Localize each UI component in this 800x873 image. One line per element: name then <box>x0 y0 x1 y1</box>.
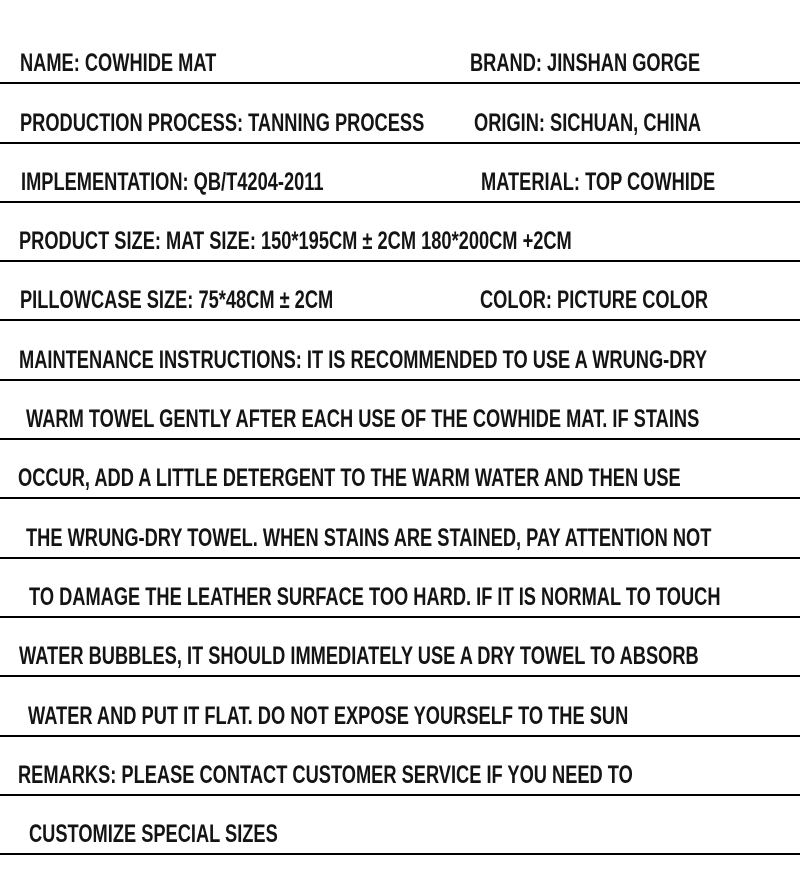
table-row-pillowcase-color <box>0 262 800 321</box>
table-row-product-size <box>0 203 800 262</box>
remarks-line-2: CUSTOMIZE SPECIAL SIZES <box>29 820 278 849</box>
spec-brand-label: BRAND: JINSHAN GORGE <box>470 49 701 78</box>
spec-material-label: MATERIAL: TOP COWHIDE <box>481 167 716 196</box>
spec-name-label: NAME: COWHIDE MAT <box>20 49 217 78</box>
table-row-maintenance-5 <box>0 559 800 618</box>
table-row-maintenance-6 <box>0 618 800 677</box>
maintenance-line-4: THE WRUNG-DRY TOWEL. WHEN STAINS ARE STAINED, PAY ATTENTION NOT <box>26 523 712 552</box>
maintenance-line-5: TO DAMAGE THE LEATHER SURFACE TOO HARD. IF IT IS NORMAL TO TOUCH <box>29 582 721 611</box>
spec-process-label: PRODUCTION PROCESS: TANNING PROCESS <box>20 108 425 137</box>
spec-color-label: COLOR: PICTURE COLOR <box>480 286 709 315</box>
spec-pillowcase-size-label: PILLOWCASE SIZE: 75*48CM ± 2CM <box>20 286 334 315</box>
maintenance-line-1: MAINTENANCE INSTRUCTIONS: IT IS RECOMMENDED TO USE A WRUNG-DRY <box>19 345 708 374</box>
spec-origin-label: ORIGIN: SICHUAN, CHINA <box>474 108 702 137</box>
maintenance-line-6: WATER BUBBLES, IT SHOULD IMMEDIATELY USE A DRY TOWEL TO ABSORB <box>19 642 699 671</box>
table-row-name-brand <box>0 25 800 84</box>
table-row-maintenance-4 <box>0 499 800 558</box>
table-row-maintenance-3 <box>0 440 800 499</box>
spec-implementation-label: IMPLEMENTATION: QB/T4204-2011 <box>21 167 324 196</box>
table-row-remarks-1 <box>0 737 800 796</box>
table-row-maintenance-2 <box>0 381 800 440</box>
maintenance-line-7: WATER AND PUT IT FLAT. DO NOT EXPOSE YOURSELF TO THE SUN <box>28 701 629 730</box>
table-row-remarks-2 <box>0 796 800 855</box>
remarks-line-1: REMARKS: PLEASE CONTACT CUSTOMER SERVICE IF YOU NEED TO <box>18 760 633 789</box>
table-row-maintenance-7 <box>0 677 800 736</box>
table-row-implementation-material <box>0 144 800 203</box>
maintenance-line-2: WARM TOWEL GENTLY AFTER EACH USE OF THE COWHIDE MAT. IF STAINS <box>26 405 700 434</box>
spec-product-size-label: PRODUCT SIZE: MAT SIZE: 150*195CM ± 2CM 180*200CM +2CM <box>19 227 572 256</box>
maintenance-line-3: OCCUR, ADD A LITTLE DETERGENT TO THE WARM WATER AND THEN USE <box>18 464 681 493</box>
table-row-process-origin <box>0 84 800 143</box>
table-row-maintenance-1 <box>0 321 800 380</box>
